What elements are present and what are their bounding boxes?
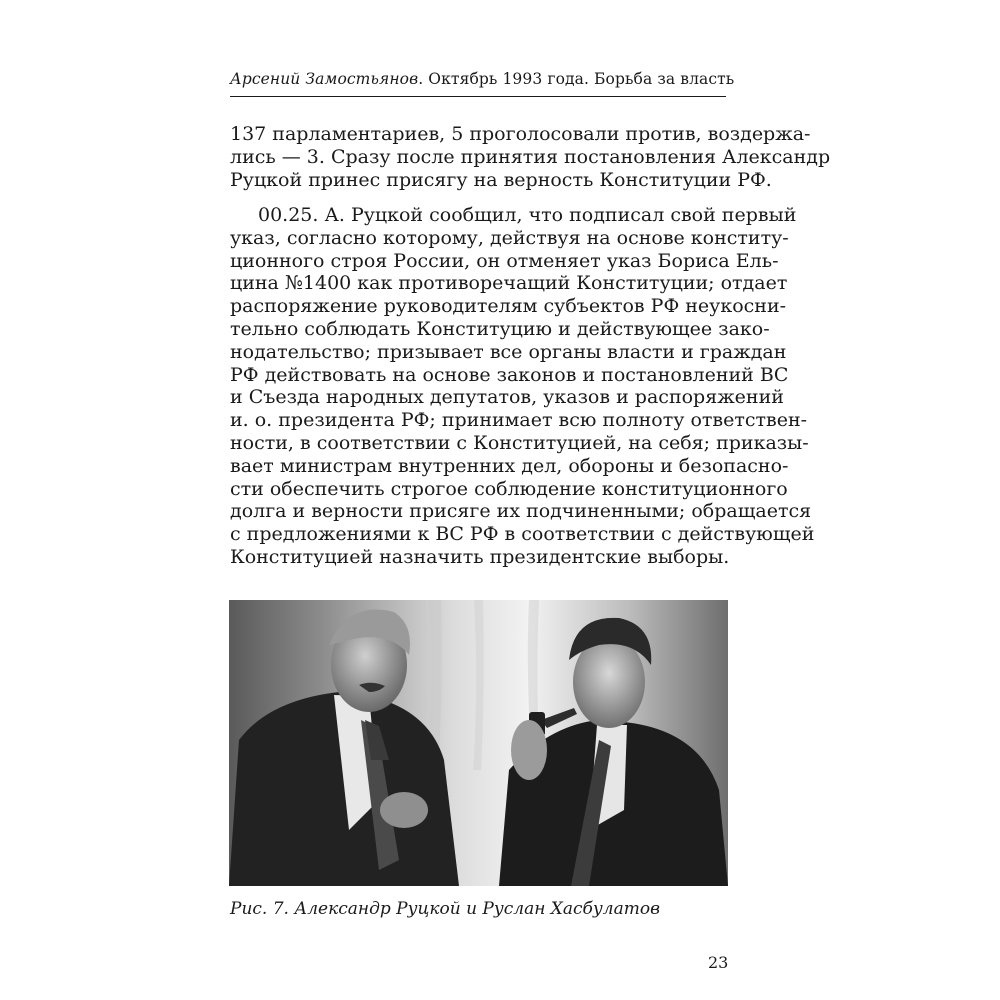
text-line: указ, согласно которому, действуя на основе конститу-	[230, 226, 789, 249]
header-rule	[230, 96, 726, 97]
text-line: Конституцией назначить президентские выборы.	[230, 545, 730, 568]
text-line: Руцкой принес присягу на верность Конституции РФ.	[230, 168, 772, 191]
paragraph-2	[230, 204, 815, 569]
text-line: и. о. президента РФ; принимает всю полноту ответствен-	[230, 409, 808, 432]
text-line: распоряжение руководителям субъектов РФ неукосни-	[230, 295, 787, 318]
running-head-title: . Октябрь 1993 года. Борьба за власть	[418, 70, 735, 88]
text-line: сти обеспечить строгое соблюдение конституционного	[230, 477, 788, 500]
text-line: лись — 3. Сразу после принятия постановления Александр	[230, 145, 831, 168]
text-line: и Съезда народных депутатов, указов и распоряжений	[230, 386, 784, 409]
text-line: тельно соблюдать Конституцию и действующее зако-	[230, 317, 770, 340]
text-line: 00.25. А. Руцкой сообщил, что подписал свой первый	[258, 204, 797, 226]
text-line: нодательство; призывает все органы власти и граждан	[230, 340, 787, 363]
photograph-two-men	[229, 600, 728, 886]
figure-caption: Рис. 7. Александр Руцкой и Руслан Хасбулатов	[230, 899, 661, 919]
text-line: с предложениями к ВС РФ в соответствии с действующей	[230, 523, 815, 546]
text-line: РФ действовать на основе законов и постановлений ВС	[230, 363, 789, 386]
text-line: долга и верности присяге их подчиненными; обращается	[230, 500, 812, 523]
paragraph-1	[230, 123, 831, 191]
text-line: ности, в соответствии с Конституцией, на себя; приказы-	[230, 431, 809, 454]
text-line: 137 парламентариев, 5 проголосовали против, воздержа-	[230, 123, 811, 145]
running-head	[230, 70, 735, 88]
text-line: цина №1400 как противоречащий Конституции; отдает	[230, 272, 788, 295]
text-line: ционного строя России, он отменяет указ Бориса Ель-	[230, 249, 779, 272]
page-number: 23	[708, 953, 729, 972]
running-head-author: Арсений Замостьянов	[230, 70, 419, 88]
text-line: вает министрам внутренних дел, обороны и безопасно-	[230, 454, 789, 477]
